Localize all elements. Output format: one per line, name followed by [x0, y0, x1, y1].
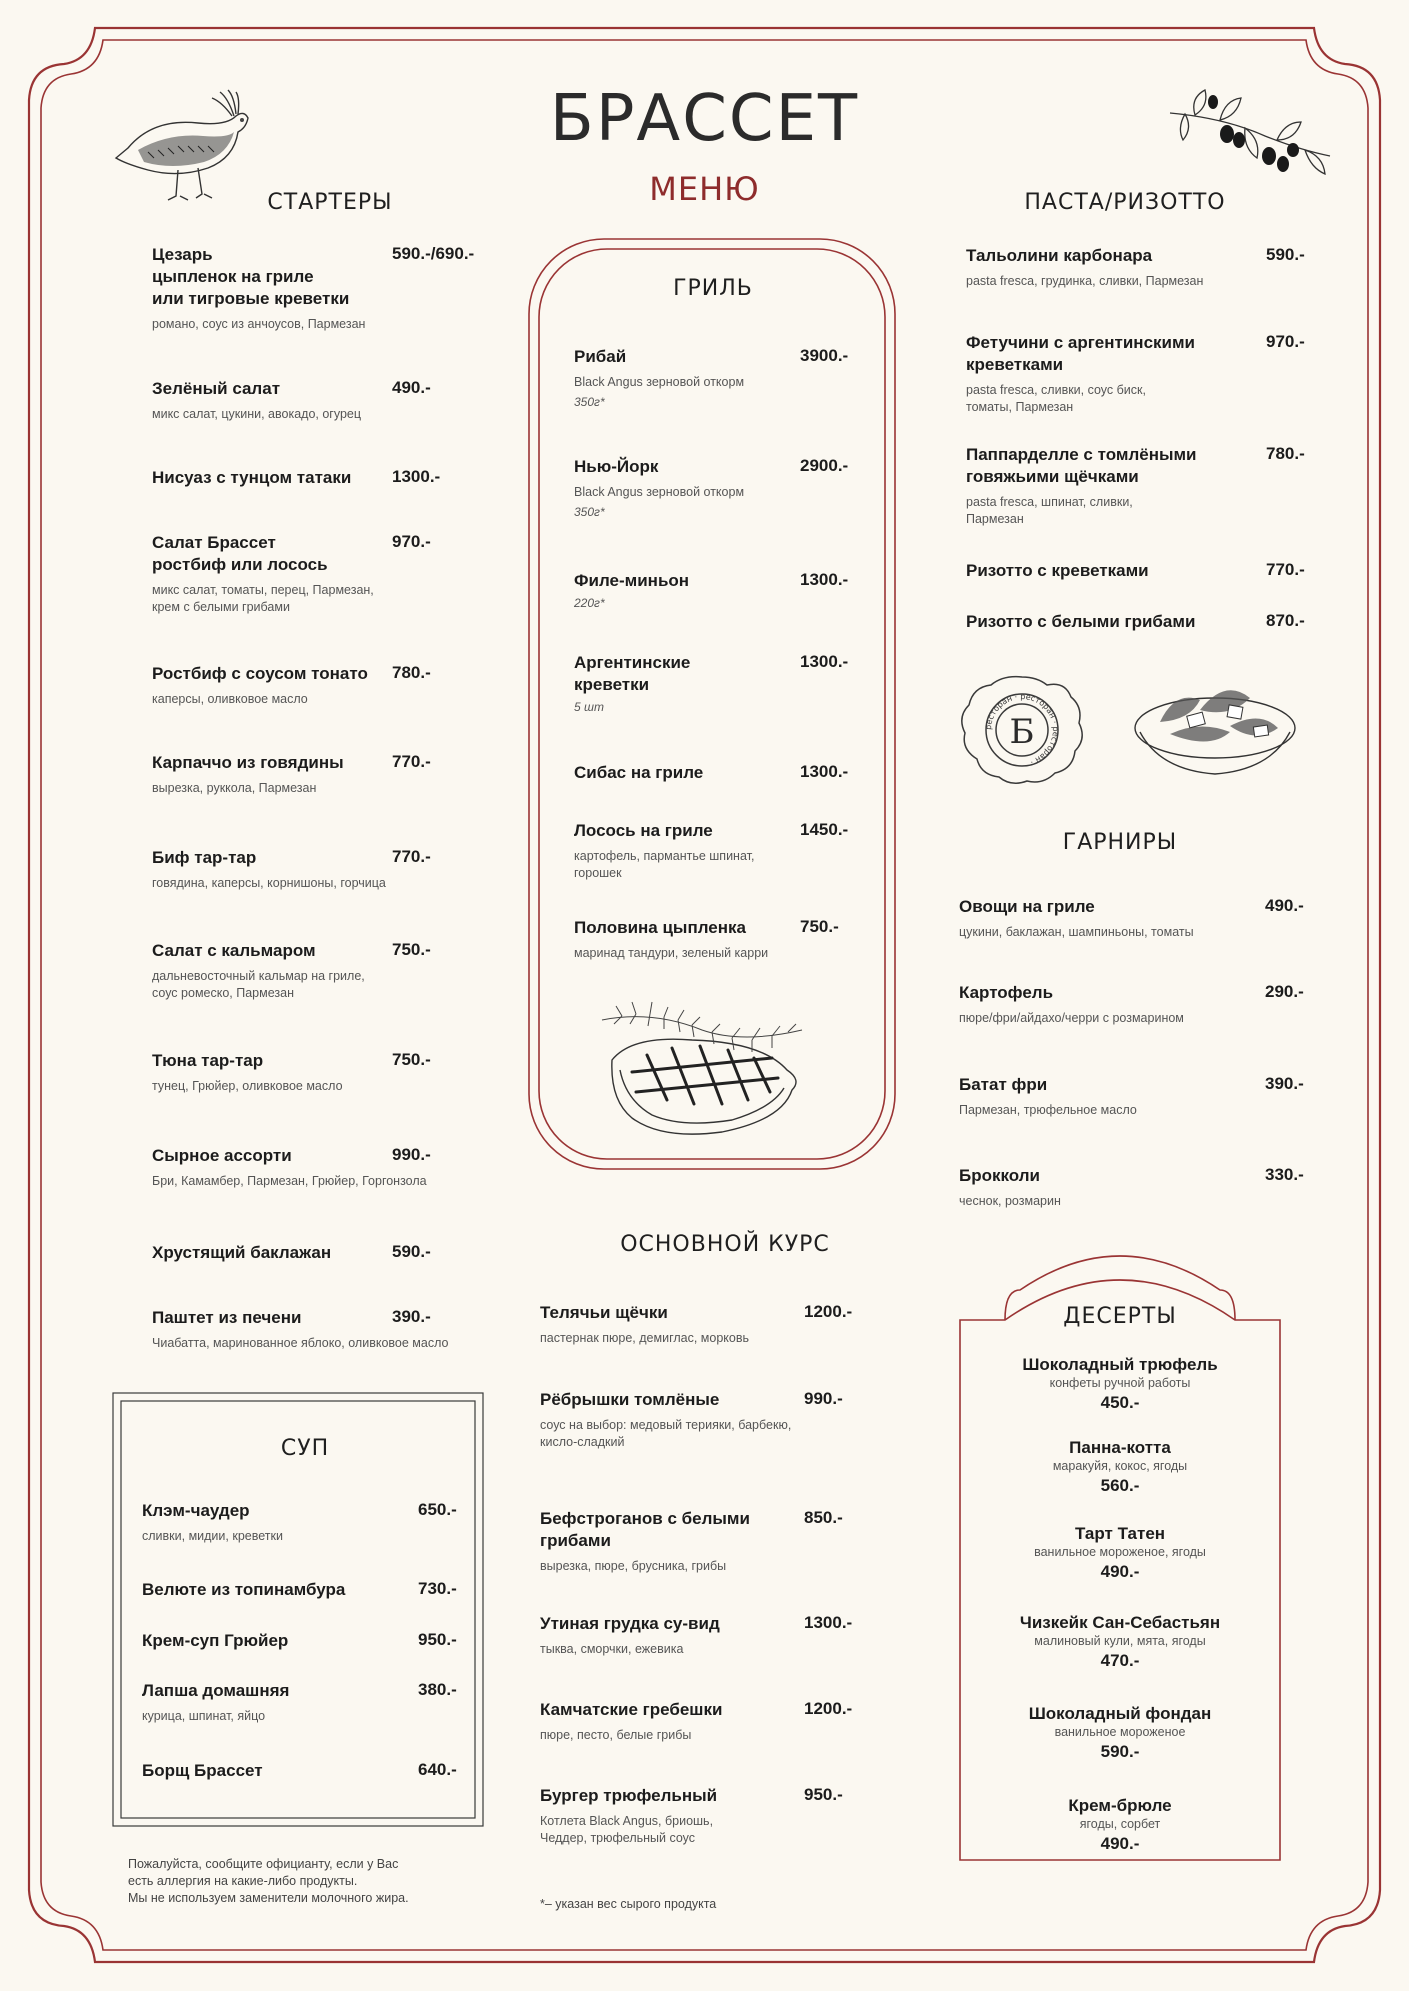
- item-name: Хрустящий баклажан: [152, 1243, 332, 1262]
- item-name: Камчатские гребешки: [540, 1700, 723, 1719]
- item-description: микс салат, томаты, перец, Пармезан, крем с белыми грибами: [152, 583, 374, 614]
- item-name: Борщ Брассет: [142, 1761, 263, 1780]
- starters-menu-item: [152, 378, 492, 423]
- item-price: 330.-: [1265, 1165, 1304, 1184]
- item-description: Котлета Black Angus, бриошь, Чеддер, трюфельный соус: [540, 1814, 714, 1845]
- item-description: Чиабатта, маринованное яблоко, оливковое масло: [152, 1336, 449, 1350]
- dessert-desc: ягоды, сорбет: [1079, 1817, 1161, 1831]
- item-name: Телячьи щёчки: [540, 1303, 668, 1322]
- item-price: 990.-: [392, 1145, 431, 1164]
- sides-menu-item: [959, 1074, 1310, 1119]
- item-price: 490.-: [1265, 896, 1304, 915]
- item-price: 2900.-: [800, 456, 849, 475]
- dessert-name: Крем-брюле: [1068, 1796, 1172, 1815]
- item-name: Велюте из топинамбура: [142, 1580, 346, 1599]
- item-price: 750.-: [392, 940, 431, 959]
- grill-menu-item: [574, 346, 862, 409]
- item-name: Клэм-чаудер: [142, 1501, 250, 1520]
- item-name: Батат фри: [959, 1075, 1048, 1094]
- main-menu-item: [540, 1613, 860, 1658]
- olive-branch-illustration-icon: [1165, 88, 1335, 183]
- item-price: 770.-: [1266, 560, 1305, 579]
- main-menu-item: [540, 1785, 860, 1847]
- dessert-desc: ванильное мороженое, ягоды: [1034, 1545, 1206, 1559]
- item-description: Бри, Камамбер, Пармезан, Грюйер, Горгонзола: [152, 1174, 427, 1188]
- item-description: каперсы, оливковое масло: [152, 692, 308, 706]
- dessert-menu-item: [962, 1795, 1278, 1854]
- item-name: Фетучини с аргентинскими креветками: [966, 333, 1196, 374]
- dessert-price: 470.-: [1100, 1651, 1140, 1670]
- soup-menu-item: [142, 1500, 472, 1545]
- pasta-menu-item: [966, 332, 1310, 416]
- item-price: 950.-: [804, 1785, 843, 1804]
- item-weight: 220г*: [574, 596, 605, 610]
- item-price: 1200.-: [804, 1302, 853, 1321]
- dessert-menu-item: [962, 1612, 1278, 1671]
- item-price: 390.-: [1265, 1074, 1304, 1093]
- item-price: 1300.-: [800, 652, 849, 671]
- grill-menu-item: [574, 820, 862, 882]
- pasta-risotto-title: ПАСТА/РИЗОТТО: [1024, 190, 1226, 215]
- logo-ring-text: ресторан · ресторан · ресторан ·: [983, 691, 1061, 767]
- item-name: Ризотто с белыми грибами: [966, 612, 1196, 631]
- item-name: Зелёный салат: [152, 379, 281, 398]
- dessert-name: Шоколадный трюфель: [1022, 1355, 1218, 1374]
- item-price: 870.-: [1266, 611, 1305, 630]
- item-price: 770.-: [392, 847, 431, 866]
- item-description: сливки, мидии, креветки: [142, 1529, 283, 1543]
- dessert-desc: ванильное мороженое: [1054, 1725, 1186, 1739]
- soup-menu-item: [142, 1630, 472, 1652]
- item-name: Цезарь цыпленок на гриле или тигровые креветки: [152, 245, 350, 308]
- item-description: маринад тандури, зеленый карри: [574, 946, 769, 960]
- item-price: 1300.-: [804, 1613, 853, 1632]
- item-name: Филе-миньон: [574, 571, 690, 590]
- main-menu-item: [540, 1302, 860, 1347]
- item-name: Бургер трюфельный: [540, 1786, 718, 1805]
- starters-menu-item: [152, 847, 492, 892]
- dessert-price: 490.-: [1100, 1834, 1140, 1853]
- dessert-name: Шоколадный фондан: [1028, 1704, 1212, 1723]
- item-name: Карпаччо из говядины: [152, 753, 344, 772]
- item-name: Сырное ассорти: [152, 1146, 292, 1165]
- item-name: Нью-Йорк: [574, 457, 659, 476]
- grill-menu-item: [574, 652, 862, 714]
- dessert-desc: маракуйя, кокос, ягоды: [1052, 1459, 1188, 1473]
- item-description: Black Angus зерновой откорм: [574, 485, 745, 499]
- item-price: 380.-: [418, 1680, 457, 1699]
- dessert-price: 560.-: [1100, 1476, 1140, 1495]
- dessert-desc: конфеты ручной работы: [1049, 1376, 1191, 1390]
- item-name: Рибай: [574, 347, 627, 366]
- item-description: pasta fresca, шпинат, сливки, Пармезан: [966, 495, 1133, 526]
- item-name: Паштет из печени: [152, 1308, 302, 1327]
- item-name: Салат с кальмаром: [152, 941, 316, 960]
- grill-menu-item: [574, 762, 862, 784]
- dessert-menu-item: [962, 1703, 1278, 1762]
- item-description: тыква, сморчки, ежевика: [540, 1642, 684, 1656]
- item-description: Пармезан, трюфельное масло: [959, 1103, 1137, 1117]
- sides-menu-item: [959, 896, 1310, 941]
- item-description: pasta fresca, сливки, соус биск, томаты, Пармезан: [966, 383, 1146, 414]
- item-price: 3900.-: [800, 346, 849, 365]
- item-name: Ризотто с креветками: [966, 561, 1149, 580]
- starters-menu-item: [152, 940, 492, 1002]
- item-name: Тюна тар-тар: [152, 1051, 264, 1070]
- item-price: 970.-: [392, 532, 431, 551]
- item-description: курица, шпинат, яйцо: [142, 1709, 266, 1723]
- sides-menu-item: [959, 982, 1310, 1027]
- item-weight: 5 шт: [574, 700, 604, 714]
- item-description: картофель, пармантье шпинат, горошек: [574, 849, 755, 880]
- item-description: романо, соус из анчоусов, Пармезан: [152, 317, 366, 331]
- sides-menu-item: [959, 1165, 1310, 1210]
- item-price: 390.-: [392, 1307, 431, 1326]
- item-description: чеснок, розмарин: [959, 1194, 1061, 1208]
- pasta-menu-item: [966, 444, 1310, 528]
- item-price: 590.-: [1266, 245, 1305, 264]
- starters-menu-item: [152, 1050, 492, 1095]
- item-name: Овощи на гриле: [959, 897, 1095, 916]
- item-name: Паппарделле с томлёными говяжьими щёчками: [966, 445, 1197, 486]
- soup-menu-item: [142, 1579, 472, 1601]
- item-description: говядина, каперсы, корнишоны, горчица: [152, 876, 386, 890]
- grill-menu-item: [574, 917, 862, 962]
- soup-title: СУП: [280, 1436, 330, 1461]
- item-name: Нисуаз с тунцом татаки: [152, 468, 352, 487]
- pasta-menu-item: [966, 611, 1310, 633]
- item-name: Картофель: [959, 983, 1054, 1002]
- item-description: Black Angus зерновой откорм: [574, 375, 745, 389]
- allergy-note: Пожалуйста, сообщите официанту, если у Вас есть аллергия на какие-либо продукты. Мы не используем заменители молочного жира.: [128, 1857, 409, 1905]
- item-price: 750.-: [392, 1050, 431, 1069]
- item-price: 1300.-: [392, 467, 441, 486]
- item-price: 1450.-: [800, 820, 849, 839]
- dessert-price: 590.-: [1100, 1742, 1140, 1761]
- item-description: пюре, песто, белые грибы: [540, 1728, 692, 1742]
- pasta-menu-item: [966, 560, 1310, 582]
- starters-menu-item: [152, 467, 492, 489]
- item-name: Ростбиф с соусом тонато: [152, 664, 368, 683]
- logo-letter: Б: [1009, 712, 1035, 752]
- restaurant-title: БРАССЕТ: [549, 82, 860, 156]
- starters-menu-item: [152, 663, 492, 708]
- dessert-menu-item: [962, 1437, 1278, 1496]
- main-menu-item: [540, 1508, 860, 1575]
- sides-title: ГАРНИРЫ: [1062, 830, 1178, 855]
- item-description: пюре/фри/айдахо/черри с розмарином: [959, 1011, 1184, 1025]
- item-price: 780.-: [1266, 444, 1305, 463]
- soup-menu-item: [142, 1680, 472, 1725]
- item-price: 780.-: [392, 663, 431, 682]
- item-description: соус на выбор: медовый терияки, барбекю, кисло-сладкий: [540, 1418, 792, 1449]
- soup-menu-item: [142, 1760, 472, 1782]
- item-name: Тальолини карбонара: [966, 246, 1153, 265]
- item-name: Лапша домашняя: [142, 1681, 290, 1700]
- item-weight: 350г*: [574, 395, 605, 409]
- item-name: Биф тар-тар: [152, 848, 257, 867]
- item-name: Аргентинские креветки: [574, 653, 691, 694]
- item-name: Бефстроганов с белыми грибами: [540, 1509, 750, 1550]
- item-description: вырезка, пюре, брусника, грибы: [540, 1559, 727, 1573]
- grill-title: ГРИЛЬ: [673, 276, 753, 301]
- item-price: 970.-: [1266, 332, 1305, 351]
- item-description: цукини, баклажан, шампиньоны, томаты: [959, 925, 1194, 939]
- steak-illustration-icon: [592, 1000, 812, 1150]
- item-price: 730.-: [418, 1579, 457, 1598]
- item-price: 1300.-: [800, 762, 849, 781]
- item-price: 750.-: [800, 917, 839, 936]
- item-price: 640.-: [418, 1760, 457, 1779]
- item-description: pasta fresca, грудинка, сливки, Пармезан: [966, 274, 1204, 288]
- item-price: 490.-: [392, 378, 431, 397]
- dessert-desc: малиновый кули, мята, ягоды: [1034, 1634, 1206, 1648]
- dessert-menu-item: [962, 1523, 1278, 1582]
- dessert-menu-item: [962, 1354, 1278, 1413]
- starters-menu-item: [152, 532, 492, 616]
- item-name: Брокколи: [959, 1166, 1040, 1185]
- menu-subtitle: МЕНЮ: [649, 170, 760, 208]
- dessert-price: 450.-: [1100, 1393, 1140, 1412]
- item-price: 590.-/690.-: [392, 244, 475, 263]
- item-weight: 350г*: [574, 505, 605, 519]
- item-name: Лосось на гриле: [574, 821, 713, 840]
- pasta-menu-item: [966, 245, 1310, 290]
- item-price: 1200.-: [804, 1699, 853, 1718]
- item-name: Утиная грудка су-вид: [540, 1614, 720, 1633]
- dessert-name: Чизкейк Сан-Себастьян: [1019, 1613, 1221, 1632]
- item-price: 590.-: [392, 1242, 431, 1261]
- starters-menu-item: [152, 1145, 492, 1190]
- item-price: 990.-: [804, 1389, 843, 1408]
- weight-note: *– указан вес сырого продукта: [540, 1897, 717, 1911]
- dessert-name: Панна-котта: [1069, 1438, 1171, 1457]
- item-description: пастернак пюре, демиглас, морковь: [540, 1331, 750, 1345]
- item-name: Сибас на гриле: [574, 763, 704, 782]
- salad-bowl-illustration-icon: [1130, 670, 1300, 780]
- starters-menu-item: [152, 1307, 492, 1352]
- starters-menu-item: [152, 244, 492, 333]
- item-description: микс салат, цукини, авокадо, огурец: [152, 407, 362, 421]
- item-price: 770.-: [392, 752, 431, 771]
- item-description: вырезка, руккола, Пармезан: [152, 781, 317, 795]
- dessert-price: 490.-: [1100, 1562, 1140, 1581]
- starters-menu-item: [152, 752, 492, 797]
- item-description: тунец, Грюйер, оливковое масло: [152, 1079, 343, 1093]
- restaurant-logo-seal: [957, 673, 1087, 788]
- item-name: Крем-суп Грюйер: [142, 1631, 289, 1650]
- desserts-title: ДЕСЕРТЫ: [1063, 1304, 1177, 1329]
- item-name: Салат Брассет ростбиф или лосось: [152, 533, 328, 574]
- item-name: Рёбрышки томлёные: [540, 1390, 720, 1409]
- item-price: 1300.-: [800, 570, 849, 589]
- starters-menu-item: [152, 1242, 492, 1264]
- item-price: 950.-: [418, 1630, 457, 1649]
- main-menu-item: [540, 1699, 860, 1744]
- item-price: 850.-: [804, 1508, 843, 1527]
- main-menu-item: [540, 1389, 860, 1451]
- item-description: дальневосточный кальмар на гриле, соус ромеско, Пармезан: [152, 969, 365, 1000]
- grill-menu-item: [574, 456, 862, 519]
- item-name: Половина цыпленка: [574, 918, 746, 937]
- grill-menu-item: [574, 570, 862, 610]
- item-price: 650.-: [418, 1500, 457, 1519]
- starters-title: СТАРТЕРЫ: [267, 190, 393, 215]
- item-price: 290.-: [1265, 982, 1304, 1001]
- dessert-name: Тарт Татен: [1074, 1524, 1166, 1543]
- main-course-title: ОСНОВНОЙ КУРС: [620, 1232, 830, 1257]
